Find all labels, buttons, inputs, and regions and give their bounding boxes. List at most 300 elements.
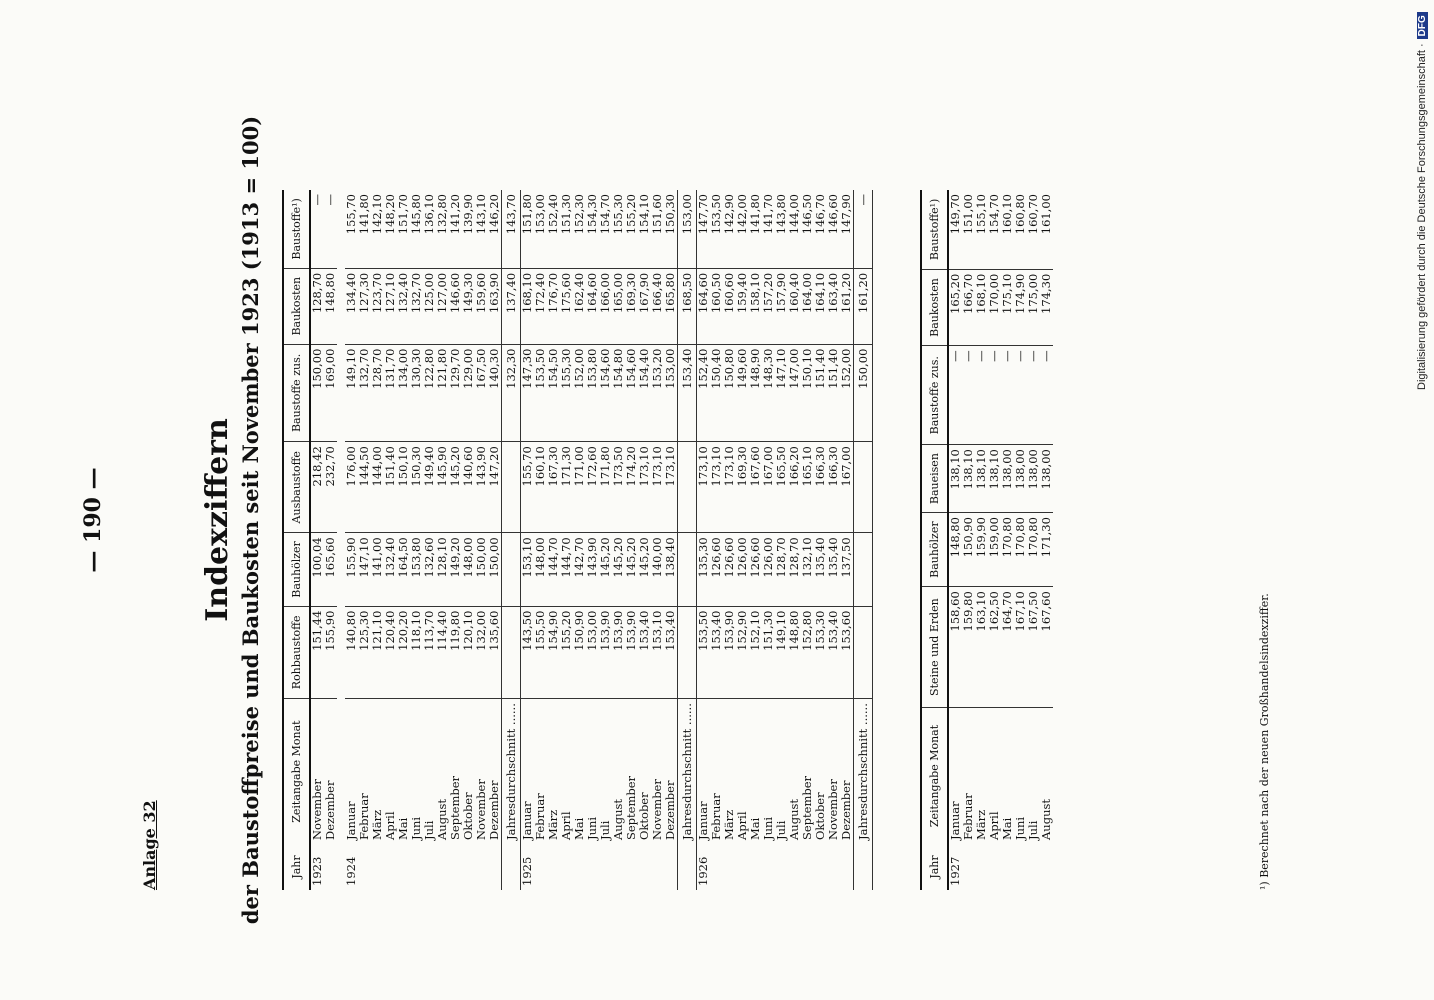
value-cell: 128,70 bbox=[371, 344, 384, 442]
value-cell: 159,90 bbox=[975, 513, 988, 587]
value-cell: 128,70 bbox=[788, 533, 801, 606]
value-cell bbox=[678, 442, 697, 533]
value-cell: 143,90 bbox=[586, 533, 599, 606]
value-cell: 150,30 bbox=[664, 190, 678, 268]
month-cell: November bbox=[310, 779, 324, 840]
year-cell bbox=[560, 844, 573, 890]
column-header: Steine und Erden bbox=[921, 587, 948, 708]
value-cell: 159,40 bbox=[736, 268, 749, 344]
value-cell: 149,30 bbox=[462, 268, 475, 344]
value-cell: 151,40 bbox=[384, 442, 397, 533]
year-cell bbox=[475, 844, 488, 890]
month-cell: Juli bbox=[774, 820, 788, 840]
value-cell: 123,70 bbox=[371, 268, 384, 344]
value-cell: 137,50 bbox=[840, 533, 854, 606]
value-cell: — bbox=[1014, 346, 1027, 445]
value-cell: 152,40 bbox=[697, 344, 711, 442]
value-cell: 150,00 bbox=[310, 344, 324, 442]
month-cell: September bbox=[624, 775, 638, 840]
value-cell: 146,50 bbox=[801, 190, 814, 268]
value-cell: 142,10 bbox=[371, 190, 384, 268]
value-cell: 132,40 bbox=[384, 533, 397, 606]
value-cell: 153,40 bbox=[827, 606, 840, 699]
month-cell: Januar bbox=[696, 801, 710, 840]
year-cell: 1927 bbox=[948, 856, 962, 886]
month-cell: August bbox=[435, 798, 449, 840]
year-cell: 1924 bbox=[344, 856, 358, 886]
value-cell: 165,60 bbox=[324, 533, 337, 606]
month-cell: Oktober bbox=[637, 792, 651, 840]
table-row bbox=[697, 190, 711, 890]
value-cell: 218,42 bbox=[310, 442, 324, 533]
value-cell: — bbox=[988, 346, 1001, 445]
value-cell: 151,30 bbox=[762, 606, 775, 699]
value-cell: 143,50 bbox=[521, 606, 535, 699]
column-header: Baustoffe zus. bbox=[283, 344, 310, 442]
value-cell: 128,70 bbox=[775, 533, 788, 606]
value-cell: 176,70 bbox=[547, 268, 560, 344]
value-cell bbox=[502, 533, 521, 606]
value-cell: 120,10 bbox=[462, 606, 475, 699]
value-cell: 152,30 bbox=[573, 190, 586, 268]
value-cell: 145,20 bbox=[625, 533, 638, 606]
table-row bbox=[664, 190, 678, 890]
value-cell: 125,00 bbox=[423, 268, 436, 344]
value-cell: 132,70 bbox=[410, 268, 423, 344]
year-cell bbox=[625, 844, 638, 890]
value-cell: 153,90 bbox=[612, 606, 625, 699]
value-cell: 155,20 bbox=[625, 190, 638, 268]
value-cell: 119,80 bbox=[449, 606, 462, 699]
month-cell: Dezember bbox=[323, 780, 337, 840]
value-cell: 154,50 bbox=[547, 344, 560, 442]
value-cell: 155,30 bbox=[612, 190, 625, 268]
value-cell: 150,90 bbox=[573, 606, 586, 699]
month-cell: März bbox=[722, 809, 736, 840]
value-cell: 150,00 bbox=[854, 344, 873, 442]
value-cell: 129,00 bbox=[462, 344, 475, 442]
value-cell: 148,20 bbox=[384, 190, 397, 268]
year-cell bbox=[801, 844, 814, 890]
month-cell: Juli bbox=[1026, 820, 1040, 840]
value-cell: 144,00 bbox=[371, 442, 384, 533]
value-cell: 138,00 bbox=[1014, 445, 1027, 513]
value-cell: 171,30 bbox=[1040, 513, 1053, 587]
value-cell: 232,70 bbox=[324, 442, 337, 533]
page-subtitle: der Baustoffpreise und Baukosten seit November 1923 (1913 = 100) bbox=[238, 115, 263, 925]
table-row bbox=[324, 190, 337, 890]
table-row bbox=[840, 190, 854, 890]
year-cell bbox=[502, 844, 521, 890]
value-cell: 175,10 bbox=[1001, 269, 1014, 346]
year-cell bbox=[762, 844, 775, 890]
year-cell bbox=[749, 844, 762, 890]
value-cell: 169,30 bbox=[736, 442, 749, 533]
value-cell: 152,00 bbox=[573, 344, 586, 442]
value-cell: 160,10 bbox=[534, 442, 547, 533]
month-cell: Januar bbox=[344, 801, 358, 840]
value-cell: 151,80 bbox=[521, 190, 535, 268]
value-cell: 163,10 bbox=[975, 587, 988, 708]
value-cell: 141,70 bbox=[762, 190, 775, 268]
value-cell: 154,60 bbox=[599, 344, 612, 442]
month-cell: Februar bbox=[357, 793, 371, 840]
value-cell: 145,20 bbox=[612, 533, 625, 606]
year-cell bbox=[358, 844, 371, 890]
year-cell bbox=[975, 844, 988, 890]
column-header: Bauhölzer bbox=[921, 513, 948, 587]
value-cell bbox=[678, 533, 697, 606]
value-cell: 149,60 bbox=[736, 344, 749, 442]
value-cell: — bbox=[1027, 346, 1040, 445]
value-cell: 137,40 bbox=[502, 268, 521, 344]
value-cell: 152,90 bbox=[736, 606, 749, 699]
value-cell: — bbox=[975, 346, 988, 445]
value-cell: 132,30 bbox=[502, 344, 521, 442]
value-cell: — bbox=[310, 190, 324, 268]
month-cell: Februar bbox=[709, 793, 723, 840]
value-cell: 164,60 bbox=[586, 268, 599, 344]
value-cell: 171,00 bbox=[573, 442, 586, 533]
column-header: Jahr bbox=[921, 844, 948, 890]
value-cell bbox=[854, 533, 873, 606]
value-cell: 147,10 bbox=[358, 533, 371, 606]
value-cell: — bbox=[948, 346, 962, 445]
value-cell: 127,30 bbox=[358, 268, 371, 344]
month-cell: September bbox=[448, 775, 462, 840]
value-cell bbox=[502, 442, 521, 533]
value-cell: 167,50 bbox=[475, 344, 488, 442]
value-cell: 159,00 bbox=[988, 513, 1001, 587]
value-cell: 147,70 bbox=[697, 190, 711, 268]
value-cell: 163,40 bbox=[827, 268, 840, 344]
value-cell: 148,80 bbox=[324, 268, 337, 344]
credit-text: Digitalisierung gefördert durch die Deutsche Forschungsgemeinschaft · bbox=[1416, 43, 1428, 390]
month-cell: Jahresdurchschnitt ...... bbox=[854, 699, 873, 844]
value-cell: 174,90 bbox=[1014, 269, 1027, 346]
value-cell: 167,30 bbox=[547, 442, 560, 533]
value-cell: 166,30 bbox=[827, 442, 840, 533]
value-cell: — bbox=[962, 346, 975, 445]
value-cell: 154,30 bbox=[586, 190, 599, 268]
value-cell: 132,10 bbox=[801, 533, 814, 606]
value-cell: 148,30 bbox=[762, 344, 775, 442]
value-cell: 134,40 bbox=[345, 268, 358, 344]
value-cell: 150,10 bbox=[397, 442, 410, 533]
value-cell: 153,00 bbox=[534, 190, 547, 268]
summary-row bbox=[502, 190, 521, 890]
value-cell: 138,10 bbox=[962, 445, 975, 513]
page-title: Indexziffern bbox=[200, 418, 235, 622]
footnote: ¹) Berechnet nach der neuen Großhandelsindexziffer. bbox=[1258, 593, 1271, 890]
value-cell: 153,00 bbox=[678, 190, 697, 268]
value-cell: 147,30 bbox=[521, 344, 535, 442]
value-cell: 166,40 bbox=[651, 268, 664, 344]
year-cell bbox=[678, 844, 697, 890]
year-cell bbox=[547, 844, 560, 890]
value-cell: 160,40 bbox=[788, 268, 801, 344]
year-cell bbox=[384, 844, 397, 890]
value-cell: 176,00 bbox=[345, 442, 358, 533]
value-cell: 126,60 bbox=[749, 533, 762, 606]
value-cell: 150,00 bbox=[475, 533, 488, 606]
month-cell: Mai bbox=[1000, 817, 1014, 840]
value-cell: 165,10 bbox=[801, 442, 814, 533]
year-cell bbox=[462, 844, 475, 890]
value-cell: 166,70 bbox=[962, 269, 975, 346]
value-cell: 145,20 bbox=[449, 442, 462, 533]
month-cell: Januar bbox=[948, 801, 962, 840]
appendix-label: Anlage 32 bbox=[140, 800, 159, 890]
value-cell: 140,80 bbox=[345, 606, 358, 699]
month-cell: Juli bbox=[598, 820, 612, 840]
value-cell: 175,00 bbox=[1027, 269, 1040, 346]
value-cell: 146,60 bbox=[449, 268, 462, 344]
value-cell: 132,70 bbox=[358, 344, 371, 442]
value-cell: 145,20 bbox=[599, 533, 612, 606]
year-cell bbox=[586, 844, 599, 890]
column-header: Baukosten bbox=[921, 269, 948, 346]
value-cell: 147,20 bbox=[488, 442, 502, 533]
value-cell: 118,10 bbox=[410, 606, 423, 699]
summary-row bbox=[678, 190, 697, 890]
value-cell: 152,00 bbox=[840, 344, 854, 442]
value-cell: 139,90 bbox=[462, 190, 475, 268]
value-cell: 153,00 bbox=[664, 344, 678, 442]
value-cell: 173,10 bbox=[638, 442, 651, 533]
value-cell: 150,00 bbox=[488, 533, 502, 606]
value-cell: 121,80 bbox=[436, 344, 449, 442]
value-cell: 167,90 bbox=[638, 268, 651, 344]
column-header: Baustoffe¹) bbox=[283, 190, 310, 268]
value-cell: 144,00 bbox=[788, 190, 801, 268]
value-cell: 153,40 bbox=[664, 606, 678, 699]
value-cell: 164,50 bbox=[397, 533, 410, 606]
value-cell: 173,10 bbox=[664, 442, 678, 533]
value-cell: 141,80 bbox=[749, 190, 762, 268]
value-cell: 148,00 bbox=[534, 533, 547, 606]
value-cell: 153,10 bbox=[521, 533, 535, 606]
year-cell bbox=[612, 844, 625, 890]
year-cell bbox=[827, 844, 840, 890]
value-cell: 114,40 bbox=[436, 606, 449, 699]
column-header: Baustoffe zus. bbox=[921, 346, 948, 445]
index-table-1927 bbox=[920, 190, 1053, 890]
month-cell: August bbox=[787, 798, 801, 840]
value-cell: 152,80 bbox=[801, 606, 814, 699]
value-cell: 174,30 bbox=[1040, 269, 1053, 346]
value-cell: 158,10 bbox=[749, 268, 762, 344]
value-cell: 154,70 bbox=[599, 190, 612, 268]
year-cell bbox=[638, 844, 651, 890]
value-cell: 149,20 bbox=[449, 533, 462, 606]
month-cell: Februar bbox=[533, 793, 547, 840]
year-cell bbox=[854, 844, 873, 890]
value-cell: 128,70 bbox=[310, 268, 324, 344]
year-cell bbox=[710, 844, 723, 890]
month-cell: Dezember bbox=[839, 780, 853, 840]
month-cell: Juli bbox=[422, 820, 436, 840]
value-cell: 138,00 bbox=[1040, 445, 1053, 513]
value-cell: 154,60 bbox=[625, 344, 638, 442]
value-cell: 155,70 bbox=[521, 442, 535, 533]
year-cell: 1923 bbox=[310, 856, 324, 886]
table-row bbox=[521, 190, 535, 890]
value-cell: 160,60 bbox=[723, 268, 736, 344]
month-cell: April bbox=[559, 811, 573, 840]
year-cell bbox=[1001, 844, 1014, 890]
value-cell: 175,60 bbox=[560, 268, 573, 344]
value-cell: 166,20 bbox=[788, 442, 801, 533]
value-cell: 138,10 bbox=[948, 445, 962, 513]
month-cell: Juni bbox=[1013, 816, 1027, 840]
value-cell: 168,50 bbox=[678, 268, 697, 344]
value-cell: 167,10 bbox=[1014, 587, 1027, 708]
value-cell: 153,80 bbox=[586, 344, 599, 442]
value-cell: 150,90 bbox=[962, 513, 975, 587]
value-cell bbox=[854, 442, 873, 533]
value-cell: 151,60 bbox=[651, 190, 664, 268]
value-cell bbox=[854, 606, 873, 699]
value-cell: 167,60 bbox=[749, 442, 762, 533]
digitization-credit bbox=[1416, 12, 1428, 390]
value-cell: 145,20 bbox=[638, 533, 651, 606]
value-cell: 172,40 bbox=[534, 268, 547, 344]
value-cell: 140,30 bbox=[488, 344, 502, 442]
value-cell: 164,70 bbox=[1001, 587, 1014, 708]
value-cell: 146,70 bbox=[814, 190, 827, 268]
value-cell: 121,10 bbox=[371, 606, 384, 699]
value-cell: 149,10 bbox=[345, 344, 358, 442]
value-cell: 135,30 bbox=[697, 533, 711, 606]
value-cell: 120,20 bbox=[397, 606, 410, 699]
value-cell: 167,00 bbox=[840, 442, 854, 533]
value-cell: 149,10 bbox=[775, 606, 788, 699]
value-cell: 135,40 bbox=[827, 533, 840, 606]
year-cell bbox=[534, 844, 547, 890]
month-cell: März bbox=[546, 809, 560, 840]
value-cell: 143,70 bbox=[502, 190, 521, 268]
page-number: — 190 — bbox=[80, 467, 106, 573]
value-cell: 153,50 bbox=[710, 190, 723, 268]
value-cell: 155,50 bbox=[534, 606, 547, 699]
year-cell bbox=[1027, 844, 1040, 890]
value-cell: 165,80 bbox=[664, 268, 678, 344]
value-cell: 160,80 bbox=[1014, 190, 1027, 269]
value-cell: 143,80 bbox=[775, 190, 788, 268]
value-cell: 127,10 bbox=[384, 268, 397, 344]
value-cell: 164,10 bbox=[814, 268, 827, 344]
month-cell: Mai bbox=[572, 817, 586, 840]
table-row bbox=[948, 190, 962, 890]
value-cell: 150,40 bbox=[710, 344, 723, 442]
value-cell: 162,50 bbox=[988, 587, 1001, 708]
month-cell: Jahresdurchschnitt ...... bbox=[502, 699, 521, 844]
value-cell: 136,10 bbox=[423, 190, 436, 268]
value-cell: 135,60 bbox=[488, 606, 502, 699]
value-cell: 144,70 bbox=[547, 533, 560, 606]
value-cell: 173,50 bbox=[612, 442, 625, 533]
month-cell: November bbox=[826, 779, 840, 840]
value-cell: 142,70 bbox=[573, 533, 586, 606]
value-cell: — bbox=[1040, 346, 1053, 445]
value-cell: 141,80 bbox=[358, 190, 371, 268]
value-cell: 146,60 bbox=[827, 190, 840, 268]
value-cell: 140,60 bbox=[462, 442, 475, 533]
value-cell: 157,90 bbox=[775, 268, 788, 344]
value-cell bbox=[678, 606, 697, 699]
month-cell: April bbox=[383, 811, 397, 840]
value-cell: 153,00 bbox=[586, 606, 599, 699]
value-cell: 148,80 bbox=[788, 606, 801, 699]
value-cell: 164,60 bbox=[697, 268, 711, 344]
value-cell: 168,10 bbox=[975, 269, 988, 346]
value-cell: 138,10 bbox=[975, 445, 988, 513]
value-cell: 151,70 bbox=[397, 190, 410, 268]
month-cell: August bbox=[611, 798, 625, 840]
value-cell: 154,40 bbox=[638, 344, 651, 442]
column-header: Baueisen bbox=[921, 445, 948, 513]
month-cell: Februar bbox=[961, 793, 975, 840]
value-cell: 142,00 bbox=[736, 190, 749, 268]
value-cell: 153,40 bbox=[710, 606, 723, 699]
month-cell: April bbox=[987, 811, 1001, 840]
value-cell: 159,80 bbox=[962, 587, 975, 708]
value-cell: 131,70 bbox=[384, 344, 397, 442]
year-cell bbox=[436, 844, 449, 890]
value-cell: 161,20 bbox=[840, 268, 854, 344]
value-cell: 170,80 bbox=[1001, 513, 1014, 587]
value-cell: 147,00 bbox=[788, 344, 801, 442]
value-cell: 144,70 bbox=[560, 533, 573, 606]
year-cell bbox=[651, 844, 664, 890]
year-cell bbox=[664, 844, 678, 890]
value-cell: 128,10 bbox=[436, 533, 449, 606]
value-cell: 147,90 bbox=[840, 190, 854, 268]
value-cell: — bbox=[324, 190, 337, 268]
value-cell: 113,70 bbox=[423, 606, 436, 699]
value-cell: 129,70 bbox=[449, 344, 462, 442]
value-cell: 155,10 bbox=[975, 190, 988, 269]
value-cell: 152,40 bbox=[547, 190, 560, 268]
month-cell: Juni bbox=[409, 816, 423, 840]
year-cell bbox=[775, 844, 788, 890]
value-cell: 153,30 bbox=[814, 606, 827, 699]
month-cell: Dezember bbox=[487, 780, 501, 840]
column-header: Zeitangabe Monat bbox=[283, 699, 310, 844]
column-header: Jahr bbox=[283, 844, 310, 890]
value-cell: 142,90 bbox=[723, 190, 736, 268]
year-cell bbox=[788, 844, 801, 890]
value-cell: 153,20 bbox=[651, 344, 664, 442]
value-cell: 132,40 bbox=[397, 268, 410, 344]
value-cell: 138,10 bbox=[988, 445, 1001, 513]
value-cell: 126,60 bbox=[723, 533, 736, 606]
value-cell: 173,10 bbox=[710, 442, 723, 533]
year-cell bbox=[324, 844, 337, 890]
value-cell: 143,10 bbox=[475, 190, 488, 268]
column-header: Ausbaustoffe bbox=[283, 442, 310, 533]
value-cell: 141,20 bbox=[449, 190, 462, 268]
month-cell: September bbox=[800, 775, 814, 840]
value-cell: 174,20 bbox=[625, 442, 638, 533]
value-cell: 146,20 bbox=[488, 190, 502, 268]
value-cell: 165,50 bbox=[775, 442, 788, 533]
year-cell bbox=[736, 844, 749, 890]
value-cell: 153,50 bbox=[697, 606, 711, 699]
value-cell: 162,40 bbox=[573, 268, 586, 344]
year-cell bbox=[397, 844, 410, 890]
